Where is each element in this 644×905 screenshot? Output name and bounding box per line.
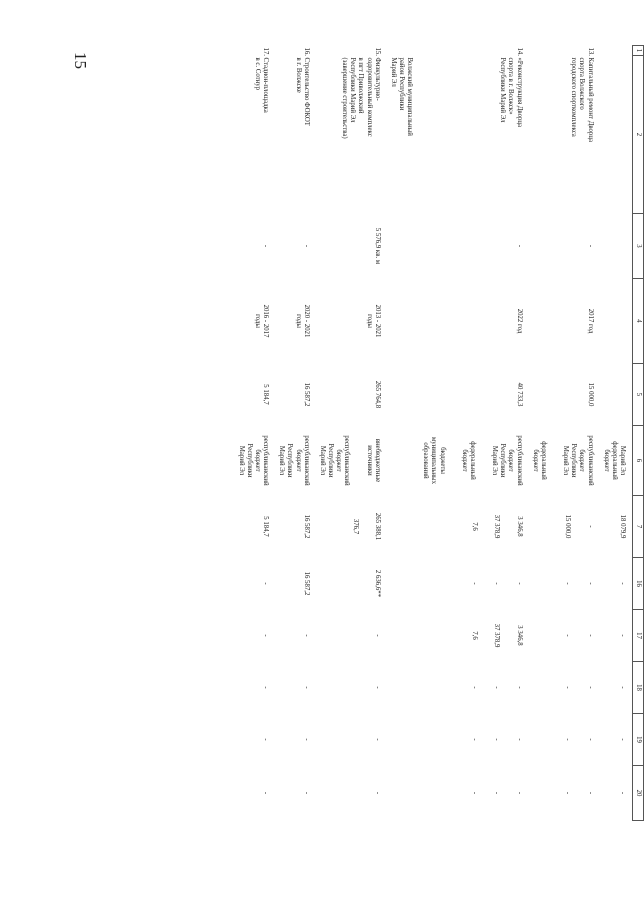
amount-value: - bbox=[493, 686, 501, 689]
amount-value: - bbox=[262, 791, 270, 795]
amount-value: - bbox=[564, 582, 572, 585]
column-header: 2 bbox=[633, 56, 644, 214]
column-header: 17 bbox=[633, 610, 644, 662]
document-sheet bbox=[122, 45, 644, 820]
column-header: 18 bbox=[633, 662, 644, 714]
amount-18 bbox=[316, 662, 387, 714]
amount-value: 37 378,9 bbox=[493, 623, 501, 648]
amount-20 bbox=[419, 766, 528, 821]
amount-value: - bbox=[262, 582, 270, 585]
source-label: республиканский бюджет Республики Марий Эл bbox=[562, 435, 594, 486]
amount-17 bbox=[529, 610, 600, 662]
funding-source bbox=[600, 426, 633, 496]
amount-value: - bbox=[302, 686, 310, 689]
amount-value: 5 184,7 bbox=[262, 516, 270, 537]
amount-value: - bbox=[619, 686, 626, 689]
amount-7 bbox=[600, 496, 633, 558]
amount-value: - bbox=[262, 686, 270, 689]
amount-18 bbox=[387, 662, 419, 714]
amount-20 bbox=[600, 766, 633, 821]
amount-value: - bbox=[564, 738, 572, 741]
amount-18 bbox=[529, 662, 600, 714]
amount-7 bbox=[275, 496, 316, 558]
budget-table bbox=[235, 45, 644, 821]
amount-16 bbox=[529, 558, 600, 610]
estimated-cost: 40 733,3 bbox=[515, 382, 523, 407]
table-row bbox=[387, 46, 419, 821]
amount-value: - bbox=[493, 738, 501, 741]
amount-16 bbox=[387, 558, 419, 610]
table-row bbox=[419, 46, 528, 821]
amount-value: - bbox=[515, 738, 523, 741]
amount-value: 3 346,8 bbox=[515, 625, 523, 646]
amount-value: - bbox=[373, 738, 381, 741]
capacity bbox=[600, 214, 633, 279]
amount-18 bbox=[275, 662, 316, 714]
amount-19 bbox=[316, 714, 387, 766]
amount-value: - bbox=[586, 686, 594, 689]
amount-16 bbox=[235, 558, 276, 610]
amount-18 bbox=[235, 662, 276, 714]
estimated-cost bbox=[387, 364, 419, 426]
amount-value: - bbox=[373, 634, 381, 637]
amount-value: - bbox=[471, 582, 479, 585]
capacity: - bbox=[302, 244, 310, 248]
source-label: федеральный бюджет bbox=[531, 441, 547, 480]
amount-value: - bbox=[471, 738, 479, 741]
source-label: республиканский бюджет Республики Марий Эл bbox=[491, 435, 523, 486]
row-number: 17. bbox=[262, 47, 270, 56]
table-row bbox=[275, 46, 316, 821]
source-label: бюджеты муниципальных образований bbox=[422, 436, 446, 485]
amount-7 bbox=[419, 496, 528, 558]
amount-value: - bbox=[515, 582, 523, 585]
column-header: 3 bbox=[633, 214, 644, 279]
object-name: Волжский муниципальный район Республики Марий Эл bbox=[389, 57, 414, 136]
funding-source bbox=[387, 426, 419, 496]
source-label: внебюджетные источники bbox=[365, 438, 381, 483]
period: 2022 год bbox=[515, 308, 523, 334]
amount-value: - bbox=[493, 791, 501, 795]
funding-source bbox=[316, 426, 387, 496]
source-label: федеральный бюджет bbox=[460, 441, 476, 480]
amount-value: - bbox=[619, 582, 626, 585]
amount-value: 37 378,9 bbox=[493, 514, 501, 539]
funding-source bbox=[419, 426, 528, 496]
amount-value: - bbox=[619, 634, 626, 637]
amount-17 bbox=[316, 610, 387, 662]
amount-17 bbox=[419, 610, 528, 662]
amount-19 bbox=[419, 714, 528, 766]
source-label: республиканский бюджет Республики Марий Эл bbox=[318, 435, 351, 486]
estimated-cost: 16 587,2 bbox=[302, 382, 310, 407]
amount-18 bbox=[600, 662, 633, 714]
amount-value: - bbox=[373, 791, 381, 795]
period: 2013 - 2021 годы bbox=[365, 304, 381, 338]
column-header: 16 bbox=[633, 558, 644, 610]
table-row bbox=[600, 46, 633, 821]
amount-value: 376,7 bbox=[351, 518, 359, 535]
estimated-cost bbox=[600, 364, 633, 426]
capacity: 5 576,9 кв. м bbox=[373, 227, 381, 265]
amount-19 bbox=[387, 714, 419, 766]
source-label: республиканский бюджет Республики Марий Эл bbox=[237, 435, 270, 486]
amount-value: 3 346,8 bbox=[515, 516, 523, 537]
amount-20 bbox=[316, 766, 387, 821]
column-header: 4 bbox=[633, 279, 644, 364]
amount-value: - bbox=[586, 525, 594, 528]
amount-7 bbox=[387, 496, 419, 558]
amount-value: - bbox=[564, 686, 572, 689]
capacity: - bbox=[586, 244, 594, 248]
amount-value: 265 388,1 bbox=[373, 512, 381, 541]
amount-value: - bbox=[586, 634, 594, 637]
amount-value: - bbox=[515, 791, 523, 795]
table-row bbox=[529, 46, 600, 821]
row-number: 15. bbox=[373, 47, 381, 56]
column-header: 7 bbox=[633, 496, 644, 558]
amount-7 bbox=[529, 496, 600, 558]
amount-7 bbox=[235, 496, 276, 558]
amount-value: 7,6 bbox=[471, 522, 479, 531]
amount-value: - bbox=[564, 634, 572, 637]
period: 2020 - 2021 годы bbox=[294, 304, 310, 338]
amount-17 bbox=[235, 610, 276, 662]
funding-source bbox=[235, 426, 276, 496]
amount-value: - bbox=[493, 582, 501, 585]
object-name: Капитальный ремонт Дворца спорта Волжского городского спорткомплекса bbox=[570, 57, 594, 142]
amount-16 bbox=[275, 558, 316, 610]
page-number: 15 bbox=[71, 52, 90, 69]
object-name: Физкультурно- оздоровительный комплекс в пгт Приволжский Республики Марий Эл (завершение строительства) bbox=[341, 57, 381, 139]
period bbox=[600, 279, 633, 364]
amount-19 bbox=[235, 714, 276, 766]
funding-source bbox=[529, 426, 600, 496]
row-number: 16. bbox=[302, 47, 310, 56]
row-number bbox=[387, 46, 419, 56]
amount-value: - bbox=[619, 738, 626, 741]
amount-19 bbox=[275, 714, 316, 766]
amount-value: - bbox=[515, 686, 523, 689]
amount-value: - bbox=[586, 582, 594, 585]
estimated-cost: 5 184,7 bbox=[262, 384, 270, 405]
object-name: «Реконструкция Дворца спорта в г. Волжск» Республики Марий Эл bbox=[499, 57, 523, 128]
amount-17 bbox=[275, 610, 316, 662]
amount-value: - bbox=[586, 738, 594, 741]
amount-value: 18 079,9 bbox=[619, 514, 626, 539]
amount-value: - bbox=[619, 791, 626, 795]
amount-20 bbox=[387, 766, 419, 821]
table-row bbox=[316, 46, 387, 821]
capacity bbox=[387, 214, 419, 279]
source-label: республиканский бюджет Республики Марий Эл bbox=[278, 435, 310, 486]
amount-value: 16 587,2 bbox=[302, 571, 310, 596]
amount-20 bbox=[235, 766, 276, 821]
amount-17 bbox=[387, 610, 419, 662]
column-header: 5 bbox=[633, 364, 644, 426]
period: 2017 год bbox=[586, 308, 594, 334]
amount-20 bbox=[275, 766, 316, 821]
amount-value: - bbox=[586, 791, 594, 795]
amount-value: - bbox=[302, 738, 310, 741]
source-label: Марий Эл федеральный бюджет bbox=[602, 441, 626, 480]
amount-value: - bbox=[564, 791, 572, 795]
estimated-cost: 265 764,8 bbox=[373, 380, 381, 409]
row-number bbox=[600, 46, 633, 56]
column-header: 1 bbox=[633, 46, 644, 56]
amount-value: - bbox=[302, 791, 310, 795]
period bbox=[387, 279, 419, 364]
amount-value: - bbox=[471, 686, 479, 689]
estimated-cost: 15 000,0 bbox=[586, 382, 594, 407]
amount-20 bbox=[529, 766, 600, 821]
amount-19 bbox=[529, 714, 600, 766]
amount-16 bbox=[316, 558, 387, 610]
table-header-row bbox=[633, 46, 644, 821]
amount-18 bbox=[419, 662, 528, 714]
amount-value: - bbox=[262, 738, 270, 741]
column-header: 6 bbox=[633, 426, 644, 496]
table-row bbox=[235, 46, 276, 821]
object-name: Стадион-площадка в с. Сотнур bbox=[254, 57, 270, 113]
capacity: - bbox=[515, 244, 523, 248]
amount-7 bbox=[316, 496, 387, 558]
amount-value: - bbox=[373, 686, 381, 689]
amount-value: - bbox=[471, 791, 479, 795]
period: 2016 - 2017 годы bbox=[254, 304, 270, 338]
amount-value: - bbox=[302, 634, 310, 637]
amount-19 bbox=[600, 714, 633, 766]
row-number: 14. bbox=[515, 47, 523, 56]
amount-value: 2 636,6** bbox=[373, 569, 381, 598]
amount-16 bbox=[600, 558, 633, 610]
column-header: 20 bbox=[633, 766, 644, 821]
funding-source bbox=[275, 426, 316, 496]
row-number: 13. bbox=[586, 47, 594, 56]
capacity: - bbox=[262, 244, 270, 248]
column-header: 19 bbox=[633, 714, 644, 766]
amount-value: 16 587,2 bbox=[302, 514, 310, 539]
amount-value: 7,6 bbox=[471, 631, 479, 640]
object-name bbox=[600, 56, 633, 214]
amount-value: - bbox=[262, 634, 270, 637]
amount-value: 15 000,0 bbox=[564, 514, 572, 539]
object-name: Строительство ФОКОТ в г. Волжске bbox=[294, 57, 310, 126]
amount-16 bbox=[419, 558, 528, 610]
amount-17 bbox=[600, 610, 633, 662]
